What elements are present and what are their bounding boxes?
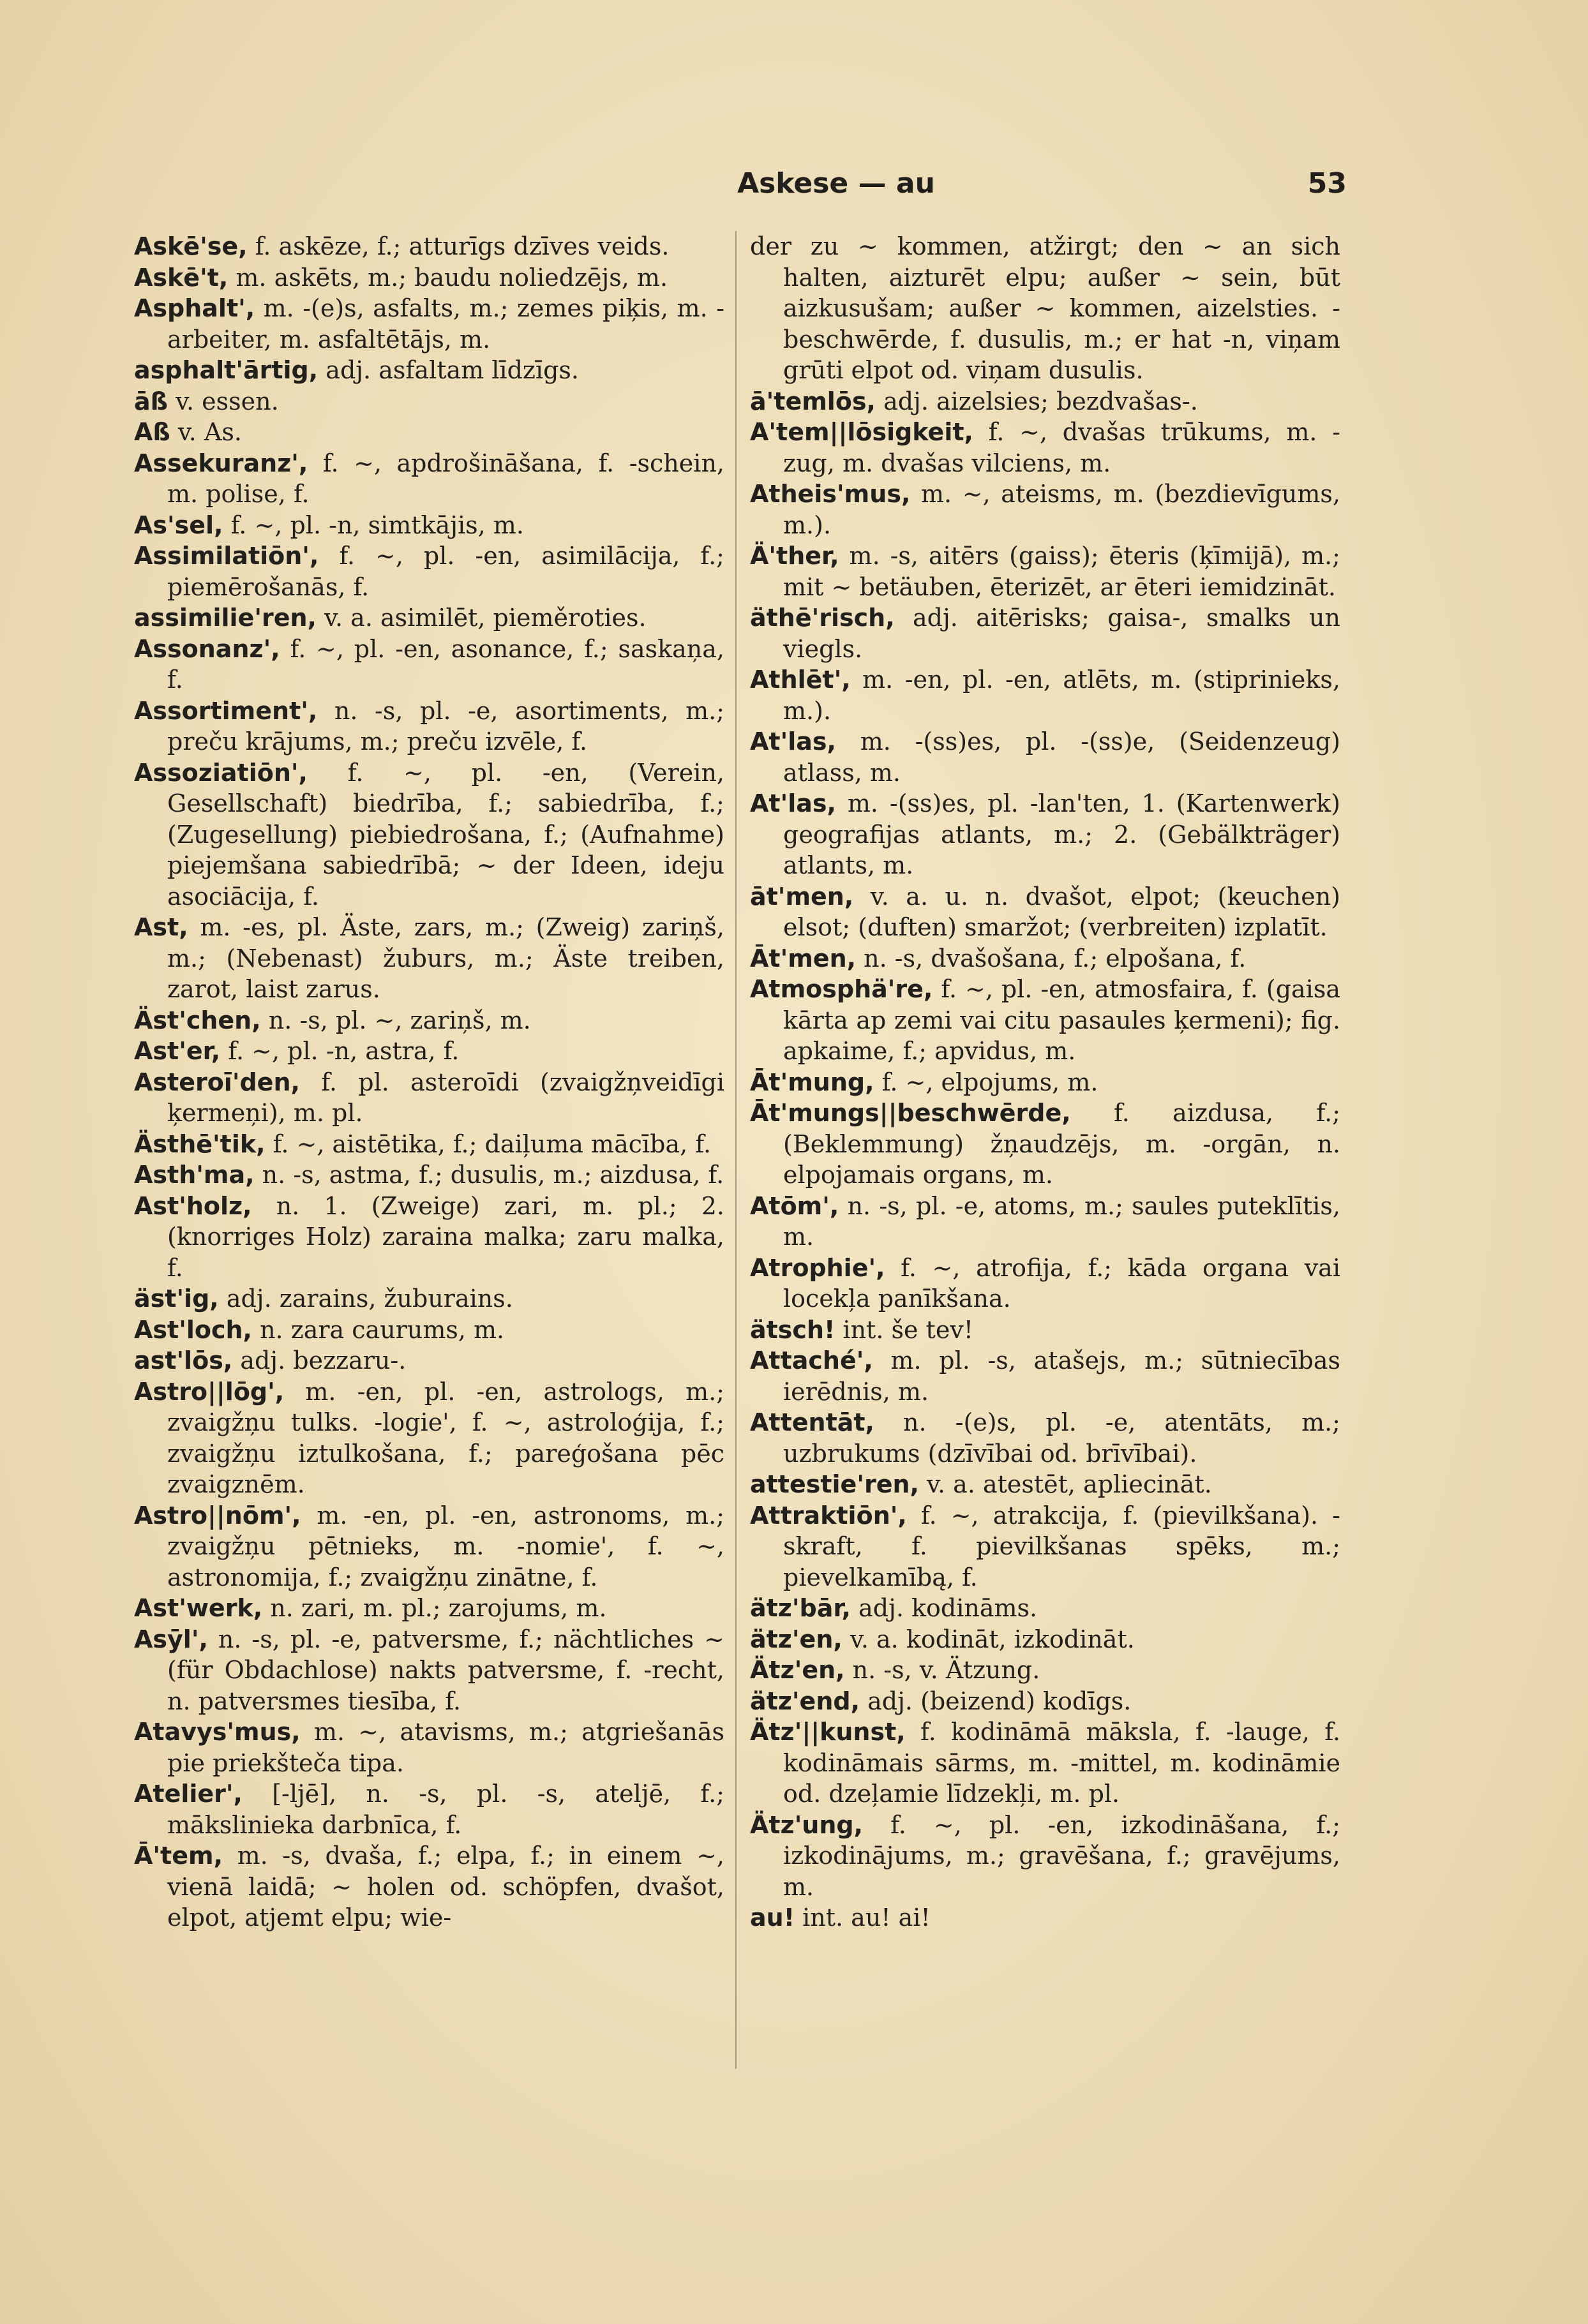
entry-headword: At'las, [750, 789, 836, 817]
dictionary-entry [134, 417, 724, 448]
entry-definition: v. a. kodināt, izkodināt. [842, 1625, 1135, 1653]
dictionary-entry [750, 231, 1340, 386]
dictionary-entry [750, 540, 1340, 602]
dictionary-entry [134, 355, 724, 386]
entry-definition: m. -(ss)es, pl. -(ss)e, (Seidenzeug) atlass, m. [783, 727, 1340, 787]
column-divider [735, 231, 737, 2069]
dictionary-entry [134, 1500, 724, 1593]
entry-definition: f. ~, elpojums, m. [874, 1068, 1098, 1096]
entry-definition: f. pl. asteroīdi (zvaigžņveidīgi ķermeņi), m. pl. [167, 1068, 724, 1127]
entry-headword: At'las, [750, 727, 836, 756]
entry-headword: Ast'er, [134, 1037, 221, 1065]
dictionary-entry [134, 1593, 724, 1624]
entry-definition: f. aizdusa, f.; (Beklemmung) žņaudzējs, m. -orgān, n. elpojamais organs, m. [783, 1099, 1340, 1189]
entry-definition: f. ~, pl. -en, asonance, f.; saskaņa, f. [167, 634, 724, 694]
dictionary-entry [134, 1717, 724, 1778]
entry-definition: f. ~, pl. -en, asimilācija, f.; piemērošanās, f. [167, 542, 724, 601]
entry-headword: Ast'loch, [134, 1315, 252, 1344]
entry-definition: n. -s, pl. -e, atoms, m.; saules puteklītis, m. [783, 1191, 1340, 1251]
dictionary-entry [750, 943, 1340, 974]
entry-definition: adj. aitērisks; gaisa-, smalks un viegls. [783, 604, 1340, 663]
dictionary-entry [750, 1655, 1340, 1686]
dictionary-entry [750, 479, 1340, 540]
dictionary-entry [750, 1810, 1340, 1903]
page-number: 53 [1307, 167, 1347, 200]
entry-headword: asphalt'ārtig, [134, 356, 318, 384]
dictionary-entry [134, 1191, 724, 1284]
entry-headword: Astro||lōg', [134, 1377, 285, 1406]
entry-headword: Atrophie', [750, 1253, 885, 1282]
entry-definition: m. -en, pl. -en, astronoms, m.; zvaigžņu pētnieks, m. -nomie', f. ~, astronomija, f.; zvaigžņu zinātne, f. [167, 1501, 724, 1591]
dictionary-entry [750, 1345, 1340, 1407]
entry-definition: f. ~, pl. -en, atmosfaira, f. (gaisa kārta ap zemi vai citu pasaules ķermeni); fig. apkaime, f.; apvidus, m. [783, 975, 1340, 1065]
entry-definition: v. As. [170, 418, 242, 446]
entry-headword: äst'ig, [134, 1285, 219, 1313]
entry-headword: Ätz'en, [750, 1656, 845, 1684]
dictionary-entry [134, 602, 724, 634]
entry-definition: v. a. u. n. dvašot, elpot; (keuchen) elsot; (duften) smaržot; (verbreiten) izplatīt. [783, 882, 1340, 941]
entry-headword: Athlēt', [750, 666, 851, 694]
entry-headword: Ästhē'tik, [134, 1129, 266, 1158]
dictionary-entry [750, 788, 1340, 881]
entry-definition: n. -(e)s, pl. -e, atentāts, m.; uzbrukums (dzīvībai od. brīvībai). [783, 1408, 1340, 1468]
entry-definition: n. -s, v. Ätzung. [844, 1656, 1040, 1684]
dictionary-entry [134, 1624, 724, 1717]
right-column [750, 231, 1340, 1933]
dictionary-entry [750, 881, 1340, 943]
entry-headword: Ä'ther, [750, 542, 839, 570]
entry-headword: attestie'ren, [750, 1470, 919, 1498]
dictionary-entry [134, 510, 724, 541]
entry-definition: m. -s, aitērs (gaiss); ēteris (ķīmijā), m.; mit ~ betäuben, ēterizēt, ar ēteri iemidzināt. [783, 542, 1340, 601]
entry-headword: Astro||nōm', [134, 1501, 301, 1530]
entry-headword: Askē't, [134, 263, 228, 292]
left-column [134, 231, 724, 1933]
entry-definition: f. ~, dvašas trūkums, m. -zug, m. dvašas vilciens, m. [783, 418, 1340, 477]
entry-headword: āß [134, 387, 168, 415]
entry-headword: Attraktiōn', [750, 1501, 907, 1530]
entry-definition: m. -(ss)es, pl. -lan'ten, 1. (Kartenwerk) geografijas atlants, m.; 2. (Gebälkträger) atlants, m. [783, 789, 1340, 879]
entry-definition: m. -es, pl. Äste, zars, m.; (Zweig) zariņš, m.; (Nebenast) žuburs, m.; Äste treiben, zarot, laist zarus. [167, 913, 724, 1003]
entry-headword: Asth'ma, [134, 1161, 255, 1189]
entry-headword: äthē'risch, [750, 604, 895, 632]
entry-headword: ätz'end, [750, 1687, 860, 1715]
entry-headword: Aß [134, 418, 170, 446]
entry-definition: f. ~, pl. -n, simtkājis, m. [223, 510, 524, 539]
dictionary-entry [750, 1686, 1340, 1717]
entry-headword: Assonanz', [134, 634, 280, 663]
entry-definition: f. ~, apdrošināšana, f. -schein, m. polise, f. [167, 449, 724, 508]
entry-headword: Asteroī'den, [134, 1068, 300, 1096]
dictionary-entry [134, 540, 724, 602]
entry-headword: Atelier', [134, 1780, 243, 1808]
dictionary-entry [750, 1067, 1340, 1098]
entry-definition: m. -(e)s, asfalts, m.; zemes piķis, m. -arbeiter, m. asfaltētājs, m. [167, 294, 724, 354]
dictionary-entry [750, 602, 1340, 664]
entry-definition: m. pl. -s, atašejs, m.; sūtniecības ierēdnis, m. [783, 1346, 1340, 1406]
entry-definition: n. 1. (Zweige) zari, m. pl.; 2. (knorriges Holz) zaraina malka; zaru malka, f. [167, 1191, 724, 1282]
entry-headword: Attaché', [750, 1346, 873, 1374]
entry-headword: assimilie'ren, [134, 604, 317, 632]
entry-definition: n. zari, m. pl.; zarojums, m. [262, 1594, 607, 1622]
entry-definition: n. -s, pl. -e, asortiments, m.; preču krājums, m.; preču izvēle, f. [167, 696, 724, 756]
dictionary-entry [134, 1840, 724, 1933]
entry-headword: Āt'mung, [750, 1068, 874, 1096]
dictionary-entry [750, 1098, 1340, 1191]
entry-definition: m. -en, pl. -en, astrologs, m.; zvaigžņu tulks. -logie', f. ~, astroloģija, f.; zvaigžņu iztulkošana, f.; pareģošana pēc zvaigznēm. [167, 1377, 724, 1498]
dictionary-entry [750, 726, 1340, 788]
dictionary-entry [750, 974, 1340, 1067]
entry-definition: m. -s, dvaša, f.; elpa, f.; in einem ~, vienā laidā; ~ holen od. schöpfen, dvašot, elpot, atjemt elpu; wie- [167, 1842, 724, 1932]
entry-definition: v. essen. [167, 387, 279, 415]
entry-headword: Attentāt, [750, 1408, 874, 1436]
entry-headword: ast'lōs, [134, 1346, 233, 1374]
dictionary-entry [750, 1593, 1340, 1624]
dictionary-entry [750, 1407, 1340, 1469]
dictionary-entry [750, 1469, 1340, 1500]
dictionary-entry [134, 1129, 724, 1160]
dictionary-entry [134, 1036, 724, 1067]
entry-headword: ā'temlōs, [750, 387, 876, 415]
entry-definition: adj. (beizend) kodīgs. [860, 1687, 1132, 1715]
entry-headword: āt'men, [750, 882, 854, 911]
entry-definition: f. ~, pl. -en, (Verein, Gesellschaft) biedrība, f.; sabiedrība, f.; (Zugesellung) piebiedrošana, f.; (Aufnahme) piejemšana sabiedrībā; ~ der Ideen, ideju asociācija, f. [167, 758, 724, 911]
entry-definition: int. še tev! [835, 1315, 974, 1344]
entry-headword: Assoziatiōn', [134, 758, 308, 787]
entry-definition: adj. zarains, žuburains. [218, 1285, 513, 1313]
dictionary-entry [134, 262, 724, 294]
entry-headword: Ast'holz, [134, 1191, 252, 1220]
running-title: Askese — au [737, 167, 935, 200]
dictionary-entry [134, 1315, 724, 1346]
entry-headword: Ast, [134, 913, 188, 941]
entry-headword: Assekuranz', [134, 449, 308, 477]
dictionary-entry [750, 1717, 1340, 1810]
entry-definition: m. -en, pl. -en, atlēts, m. (stiprinieks, m.). [783, 666, 1340, 725]
entry-definition: m. ~, atavisms, m.; atgriešanās pie priekšteča tipa. [167, 1718, 724, 1777]
entry-definition: n. -s, pl. -e, patversme, f.; nächtliches ~ (für Obdachlose) nakts patversme, f. -recht, n. patversmes tiesība, f. [167, 1625, 724, 1715]
dictionary-entry [134, 231, 724, 262]
entry-definition: n. -s, pl. ~, zariņš, m. [260, 1006, 531, 1034]
dictionary-entry [750, 1191, 1340, 1253]
dictionary-entry [134, 1345, 724, 1376]
entry-definition: f. ~, pl. -en, izkodināšana, f.; izkodinājums, m.; gravēšana, f.; gravējums, m. [783, 1810, 1340, 1901]
dictionary-entry [134, 634, 724, 696]
entry-headword: au! [750, 1903, 795, 1932]
entry-definition: adj. asfaltam līdzīgs. [318, 356, 579, 384]
entry-headword: Ätz'ung, [750, 1810, 864, 1839]
dictionary-entry [750, 1500, 1340, 1593]
dictionary-entry [134, 1005, 724, 1036]
entry-definition: f. ~, atrakcija, f. (pievilkšana). -skraft, f. pievilkšanas spēks, m.; pievelkamībą, f. [783, 1501, 1340, 1591]
entry-headword: Āt'mungs||beschwērde, [750, 1099, 1071, 1127]
dictionary-entry [134, 1778, 724, 1840]
dictionary-entry [750, 1315, 1340, 1346]
entry-definition: adj. kodināms. [851, 1594, 1038, 1622]
entry-headword: Ätz'||kunst, [750, 1718, 906, 1746]
dictionary-entry [134, 757, 724, 912]
entry-headword: Ā'tem, [134, 1842, 223, 1870]
dictionary-entry [750, 1624, 1340, 1655]
entry-headword: Āt'men, [750, 944, 857, 972]
entry-headword: As'sel, [134, 510, 223, 539]
entry-definition: adj. bezzaru-. [232, 1346, 407, 1374]
entry-definition: f. kodināmā māksla, f. -lauge, f. kodināmais sārms, m. -mittel, m. kodināmie od. dzeļamie līdzekļi, m. pl. [783, 1718, 1340, 1808]
dictionary-entry [750, 664, 1340, 726]
entry-definition: der zu ~ kommen, atžirgt; den ~ an sich halten, aizturēt elpu; außer ~ sein, būt aizkusušam; außer ~ kommen, aizelsties. -beschwērde, f. dusulis, m.; er hat -n, viņam grūti elpot od. viņam dusulis. [750, 232, 1340, 384]
entry-definition: adj. aizelsies; bezdvašas-. [876, 387, 1198, 415]
entry-headword: Ast'werk, [134, 1594, 263, 1622]
entry-headword: Atheis'mus, [750, 480, 911, 508]
entry-definition: f. ~, aistētika, f.; daiļuma mācība, f. [265, 1129, 712, 1158]
entry-headword: Atmosphä're, [750, 975, 933, 1003]
entry-definition: v. a. atestēt, apliecināt. [918, 1470, 1212, 1498]
entry-headword: Äst'chen, [134, 1006, 261, 1034]
entry-headword: Assortiment', [134, 696, 318, 725]
entry-definition: [-ljē], n. -s, pl. -s, ateljē, f.; mākslinieka darbnīca, f. [167, 1780, 724, 1839]
dictionary-entry [750, 386, 1340, 417]
dictionary-entry [750, 1253, 1340, 1315]
entry-definition: f. askēze, f.; atturīgs dzīves veids. [247, 232, 670, 260]
dictionary-entry [134, 1283, 724, 1315]
entry-definition: m. askēts, m.; baudu noliedzējs, m. [228, 263, 668, 292]
entry-definition: int. au! ai! [795, 1903, 931, 1932]
dictionary-entry [134, 1376, 724, 1500]
entry-definition: n. zara caurums, m. [251, 1315, 505, 1344]
dictionary-entry [134, 696, 724, 757]
dictionary-entry [134, 912, 724, 1005]
dictionary-entry [750, 1902, 1340, 1933]
dictionary-entry [134, 1159, 724, 1191]
dictionary-entry [134, 386, 724, 417]
entry-headword: ätz'en, [750, 1625, 843, 1653]
entry-headword: Atavys'mus, [134, 1718, 301, 1746]
entry-headword: Assimilatiōn', [134, 542, 319, 570]
entry-headword: Asȳl', [134, 1625, 208, 1653]
entry-definition: m. ~, ateisms, m. (bezdievīgums, m.). [783, 480, 1340, 539]
page-header [134, 167, 1347, 218]
dictionary-entry [134, 293, 724, 355]
entry-headword: Atōm', [750, 1191, 839, 1220]
entry-headword: ätsch! [750, 1315, 835, 1344]
entry-definition: f. ~, atrofija, f.; kāda organa vai locekļa panīkšana. [783, 1253, 1340, 1313]
entry-definition: n. -s, astma, f.; dusulis, m.; aizdusa, f. [254, 1161, 724, 1189]
entry-headword: Asphalt', [134, 294, 255, 322]
dictionary-entry [134, 1067, 724, 1129]
dictionary-entry [750, 417, 1340, 479]
entry-definition: f. ~, pl. -n, astra, f. [220, 1037, 460, 1065]
entry-headword: ätz'bār, [750, 1594, 851, 1622]
entry-definition: n. -s, dvašošana, f.; elpošana, f. [856, 944, 1247, 972]
entry-headword: Askē'se, [134, 232, 248, 260]
entry-definition: v. a. asimilēt, pieměroties. [316, 604, 647, 632]
dictionary-entry [134, 448, 724, 510]
entry-headword: A'tem||lōsigkeit, [750, 418, 973, 446]
